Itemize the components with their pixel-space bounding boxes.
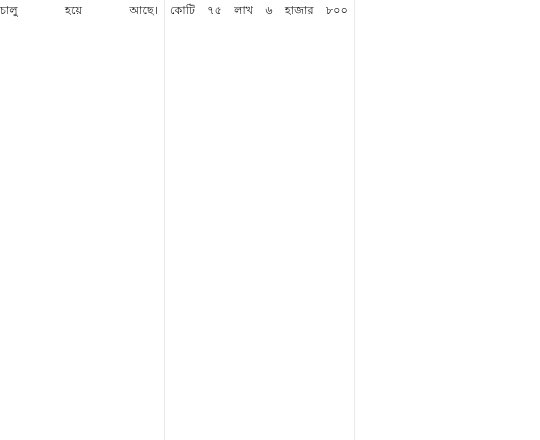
article-text-line (0, 208, 158, 224)
article-text-line (360, 208, 540, 224)
article-text-line (0, 382, 158, 398)
article-text-line (0, 319, 158, 335)
article-text-line (0, 256, 158, 272)
article-text-line (170, 114, 348, 130)
article-text-line (0, 129, 158, 145)
article-text-line (360, 193, 540, 209)
article-text-line (360, 366, 540, 382)
article-text-line (170, 50, 348, 66)
article-text-line (360, 66, 540, 82)
article-text-line (170, 193, 348, 209)
column-divider (354, 0, 355, 440)
article-text-line (0, 66, 158, 82)
article-text-line (170, 351, 348, 367)
article-text-line (170, 177, 348, 193)
article-text-line (0, 430, 158, 440)
article-text-line (0, 287, 158, 303)
article-text-line (360, 240, 540, 256)
article-text-line (170, 319, 348, 335)
article-text-line (360, 303, 540, 319)
article-text-line: চালু হয়ে আছে। (0, 4, 158, 17)
article-text-line (0, 335, 158, 351)
article-text-line (0, 303, 158, 319)
article-text-line (360, 414, 540, 430)
article-text-line (360, 430, 540, 440)
article-text-line (170, 161, 348, 177)
article-text-line: কোটি ৭৫ লাখ ৬ হাজার ৮০০ (170, 4, 348, 17)
article-text-line (0, 240, 158, 256)
article-text-line (0, 177, 158, 193)
article-text-line (170, 98, 348, 114)
article-text-line (0, 145, 158, 161)
article-text-line (360, 129, 540, 145)
article-text-line (170, 66, 348, 82)
article-text-line (170, 398, 348, 414)
article-text-line (170, 35, 348, 51)
article-text-line (360, 287, 540, 303)
article-text-line (360, 398, 540, 414)
article-text-line (360, 98, 540, 114)
article-text-line (170, 414, 348, 430)
article-text-line (0, 19, 158, 35)
article-text-line (0, 161, 158, 177)
article-text-line (0, 35, 158, 51)
article-text-line (170, 82, 348, 98)
article-text-line (0, 272, 158, 288)
article-text-line (170, 366, 348, 382)
article-text-line (360, 272, 540, 288)
article-text-line (170, 335, 348, 351)
article-text-line (170, 129, 348, 145)
article-text-line (0, 50, 158, 66)
article-text-line (360, 19, 540, 35)
article-text-line (170, 145, 348, 161)
article-column-1 (0, 3, 158, 440)
article-text-line (360, 319, 540, 335)
article-text-line (0, 398, 158, 414)
article-text-line (170, 382, 348, 398)
article-text-line (0, 224, 158, 240)
article-text-line (360, 177, 540, 193)
article-text-line (170, 256, 348, 272)
column-divider (164, 0, 165, 440)
article-text-line (360, 114, 540, 130)
article-text-line (170, 208, 348, 224)
article-text-line (360, 161, 540, 177)
article-text-line (170, 287, 348, 303)
article-text-line (0, 114, 158, 130)
article-text-line (360, 3, 540, 19)
article-text-line (360, 35, 540, 51)
article-text-line (170, 19, 348, 35)
article-text-line (170, 240, 348, 256)
article-text-line (360, 335, 540, 351)
article-text-line (360, 224, 540, 240)
article-text-line (360, 50, 540, 66)
article-text-line (170, 272, 348, 288)
article-text-line (0, 98, 158, 114)
article-text-line (360, 82, 540, 98)
article-text-line (0, 366, 158, 382)
article-text-line (170, 303, 348, 319)
article-text-line (360, 145, 540, 161)
article-text-line (0, 82, 158, 98)
article-text-line (170, 430, 348, 440)
article-text-line (0, 351, 158, 367)
article-column-2 (170, 3, 348, 440)
article-text-line (360, 382, 540, 398)
article-text-line (0, 414, 158, 430)
article-text-line (0, 193, 158, 209)
article-text-line (170, 224, 348, 240)
article-text-line (360, 256, 540, 272)
article-column-3 (360, 3, 540, 440)
article-text-line (360, 351, 540, 367)
